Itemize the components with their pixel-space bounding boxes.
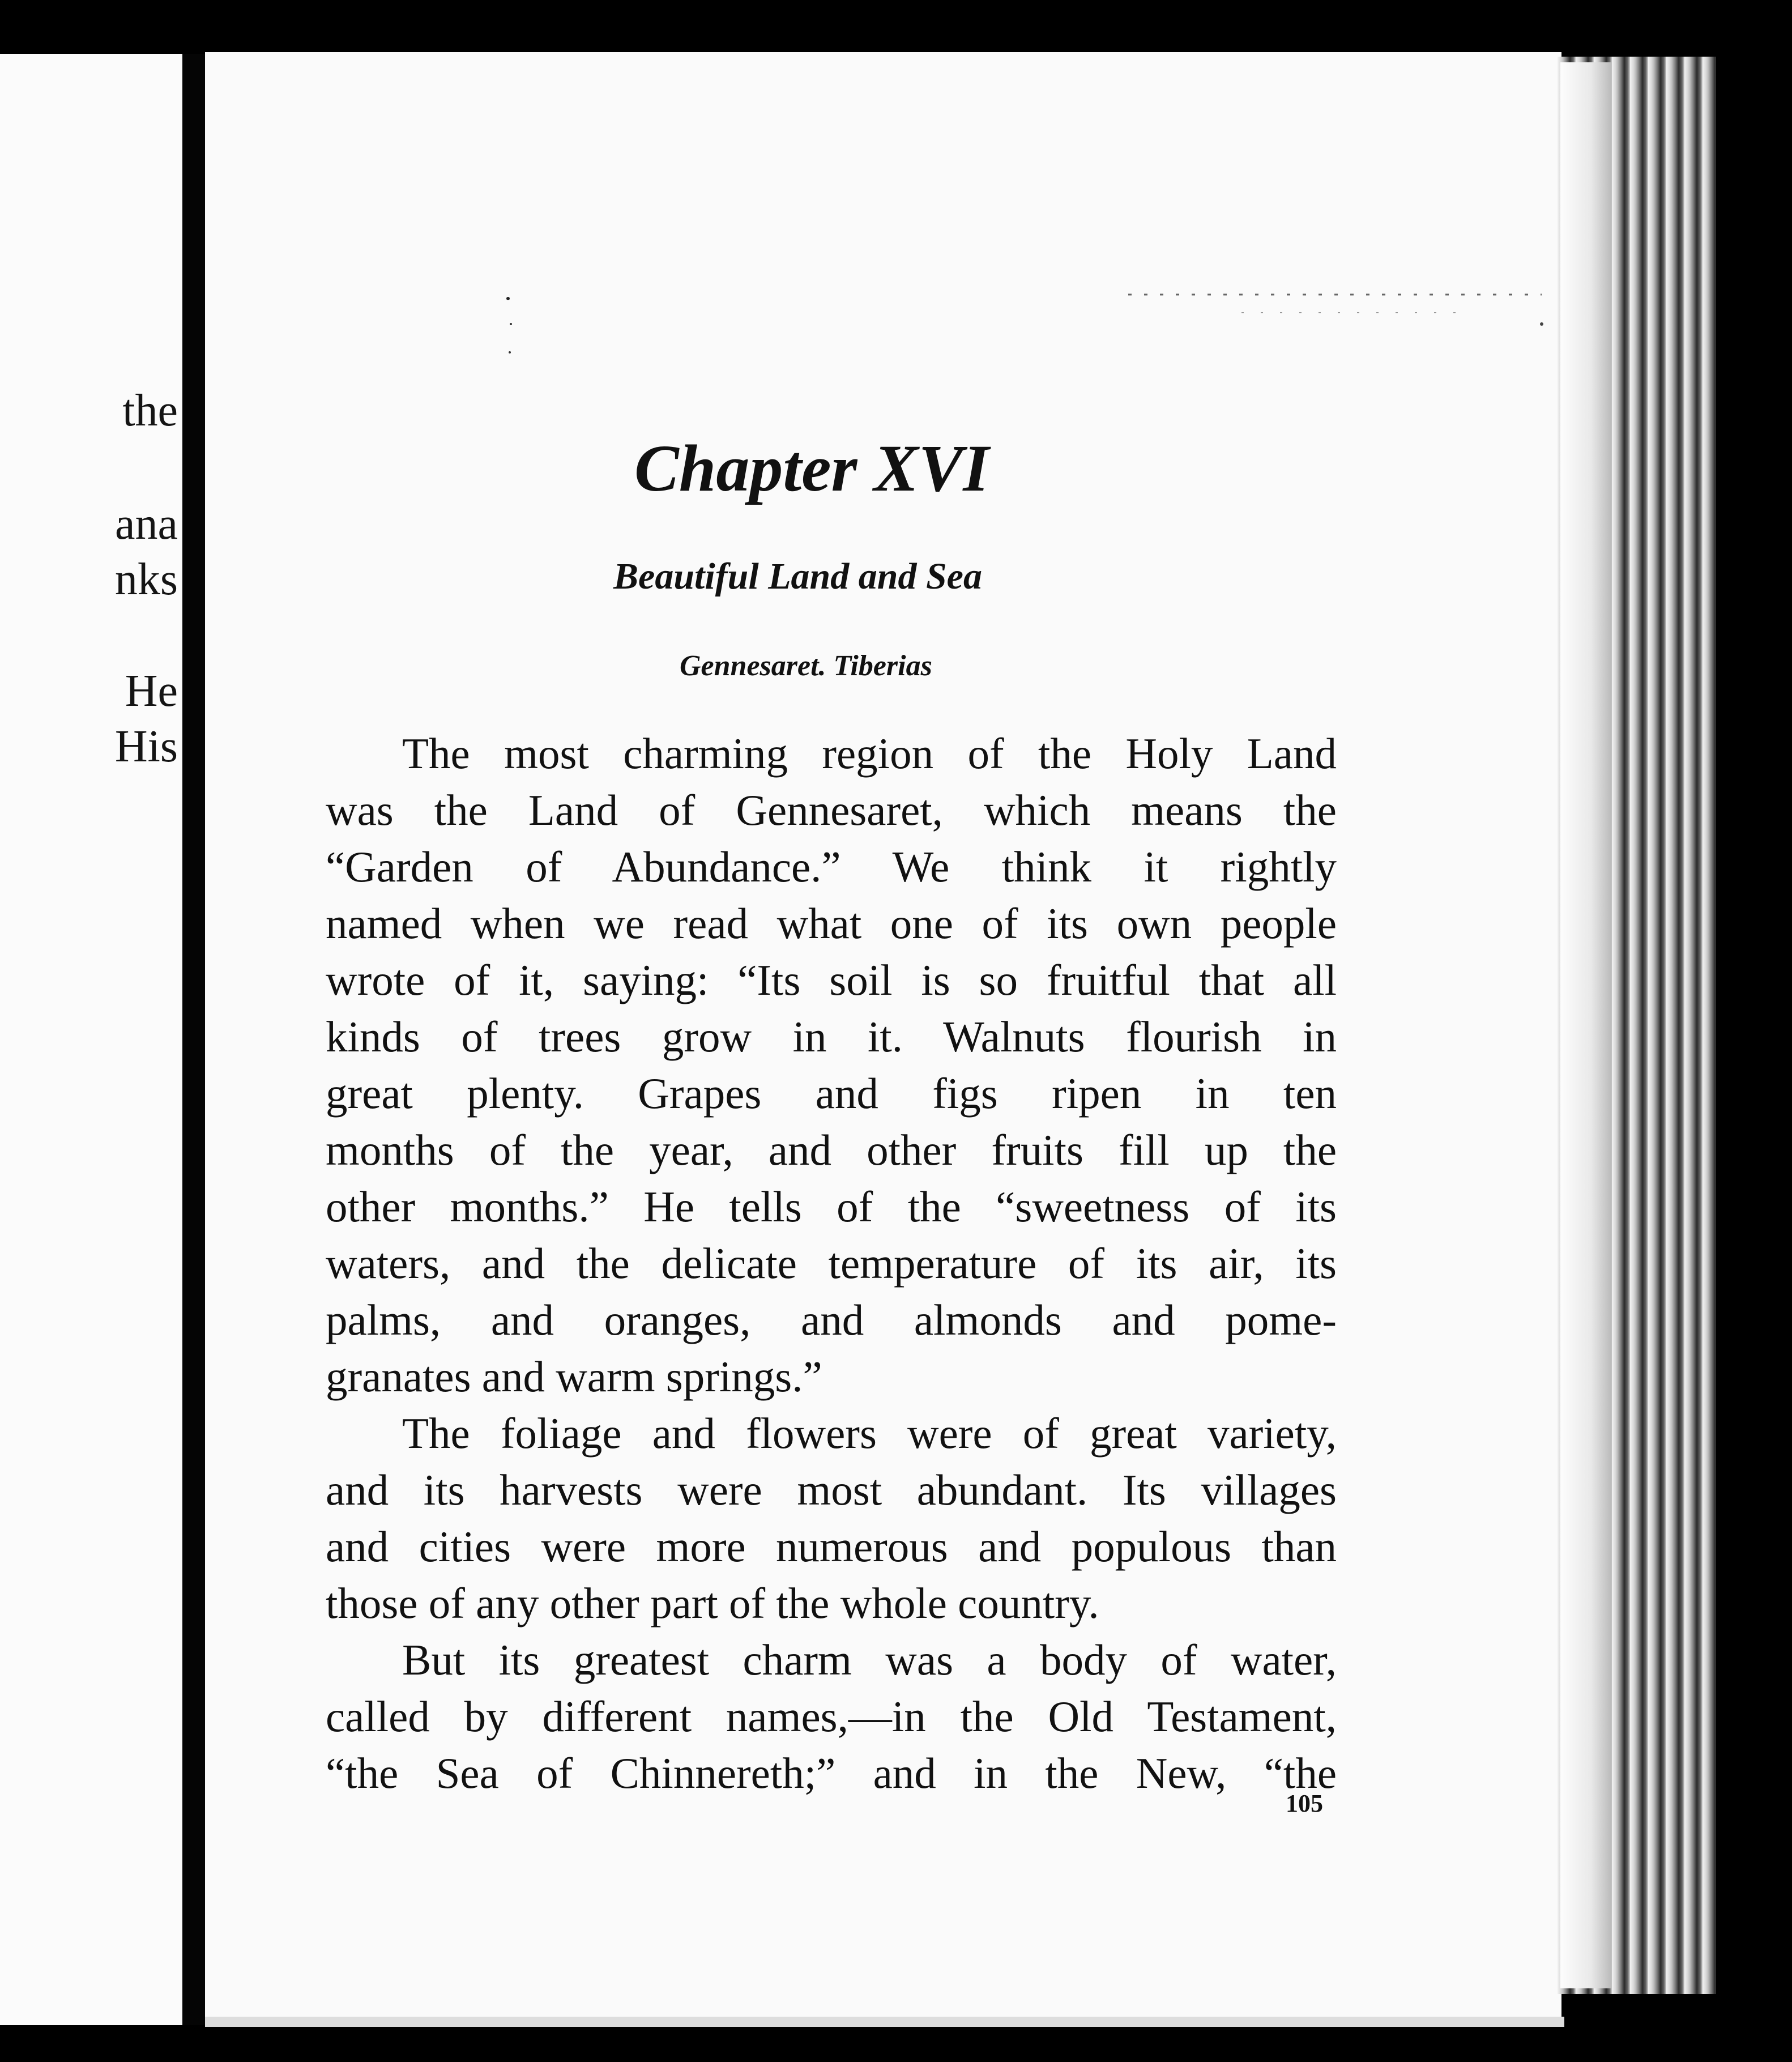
text-line: But its greatest charm was a body of water, <box>402 1635 1337 1684</box>
left-facing-page <box>0 54 182 2025</box>
body-text <box>326 725 1337 1801</box>
text-line: wrote of it, saying: “Its soil is so fruitful that all <box>326 956 1337 1004</box>
chapter-places: Gennesaret. Tiberias <box>680 650 932 682</box>
text-line: “the Sea of Chinnereth;” and in the New, “the <box>326 1749 1337 1797</box>
page-bottom-edge <box>205 2017 1564 2027</box>
page-edges-highlight <box>1560 62 1611 1988</box>
page-number: 105 <box>1286 1790 1323 1817</box>
text-line: was the Land of Gennesaret, which means the <box>326 786 1337 834</box>
chapter-subtitle: Beautiful Land and Sea <box>613 556 982 597</box>
text-line: The foliage and flowers were of great variety, <box>402 1409 1337 1458</box>
book-gutter <box>182 54 205 2025</box>
text-line: “Garden of Abundance.” We think it rightly <box>326 842 1337 891</box>
text-line: those of any other part of the whole country. <box>326 1579 1099 1628</box>
left-page-fragment: nks <box>114 555 178 604</box>
text-line: months of the year, and other fruits fill up the <box>326 1126 1337 1174</box>
text-line: and cities were more numerous and populous than <box>326 1522 1337 1571</box>
text-line: and its harvests were most abundant. Its villages <box>326 1465 1337 1514</box>
text-line: granates and warm springs.” <box>326 1352 822 1401</box>
left-page-fragment: His <box>114 722 178 772</box>
text-line: The most charming region of the Holy Land <box>402 729 1337 778</box>
left-page-fragment: He <box>125 666 178 716</box>
chapter-title: Chapter XVI <box>634 431 989 505</box>
text-line: great plenty. Grapes and figs ripen in ten <box>326 1069 1337 1118</box>
text-line: waters, and the delicate temperature of its air, its <box>326 1239 1337 1288</box>
text-line: called by different names,—in the Old Testament, <box>326 1692 1337 1741</box>
text-line: named when we read what one of its own people <box>326 899 1337 948</box>
text-line: other months.” He tells of the “sweetness of its <box>326 1182 1337 1231</box>
text-line: palms, and oranges, and almonds and pome- <box>326 1296 1337 1344</box>
text-line: kinds of trees grow in it. Walnuts flourish in <box>326 1012 1337 1061</box>
print-specks <box>505 290 1553 403</box>
left-page-fragment: ana <box>114 499 178 549</box>
left-page-fragment: the <box>122 386 178 436</box>
